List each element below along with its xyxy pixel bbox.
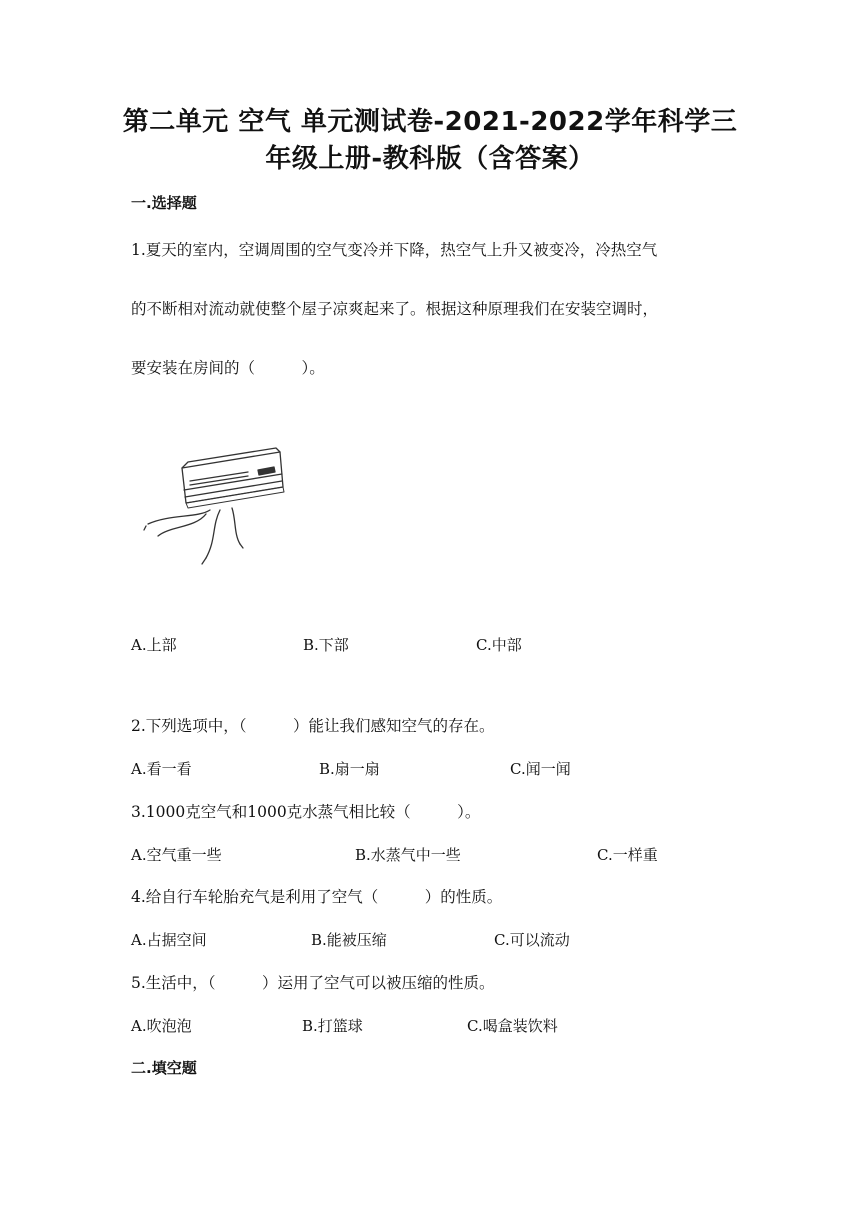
- question-1-line-2: 的不断相对流动就使整个屋子凉爽起来了。根据这种原理我们在安装空调时，: [131, 300, 659, 318]
- question-1-option-c: C.中部: [476, 636, 522, 654]
- question-4-option-a: A.占据空间: [131, 931, 207, 949]
- question-2-option-a: A.看一看: [131, 760, 192, 778]
- question-2-text: 2.下列选项中，（ ）能让我们感知空气的存在。: [131, 717, 495, 735]
- question-5-option-c: C.喝盒装饮料: [467, 1017, 558, 1035]
- question-3-text: 3.1000克空气和1000克水蒸气相比较（ ）。: [131, 803, 481, 821]
- exam-title-line-1: 第二单元 空气 单元测试卷-2021-2022学年科学三: [122, 107, 738, 137]
- question-3-option-c: C.一样重: [597, 846, 658, 864]
- question-2-option-c: C.闻一闻: [510, 760, 571, 778]
- section-heading-fill-blank: 二.填空题: [131, 1059, 197, 1077]
- question-1-line-3: 要安装在房间的（ ）。: [131, 359, 325, 377]
- question-1-option-b: B.下部: [303, 636, 349, 654]
- exam-title-line-2: 年级上册-教科版（含答案）: [265, 144, 595, 174]
- question-2-option-b: B.扇一扇: [319, 760, 380, 778]
- question-4-option-b: B.能被压缩: [311, 931, 387, 949]
- question-5-option-b: B.打篮球: [302, 1017, 363, 1035]
- section-heading-choice: 一.选择题: [131, 194, 197, 212]
- question-3-option-b: B.水蒸气中一些: [355, 846, 461, 864]
- question-1-line-1: 1.夏天的室内，空调周围的空气变冷并下降，热空气上升又被变冷，冷热空气: [131, 241, 658, 259]
- air-conditioner-sketch-icon: [140, 440, 300, 575]
- question-4-option-c: C.可以流动: [494, 931, 570, 949]
- question-3-option-a: A.空气重一些: [131, 846, 222, 864]
- question-5-option-a: A.吹泡泡: [131, 1017, 192, 1035]
- question-5-text: 5.生活中，（ ）运用了空气可以被压缩的性质。: [131, 974, 495, 992]
- question-1-option-a: A.上部: [131, 636, 177, 654]
- question-4-text: 4.给自行车轮胎充气是利用了空气（ ）的性质。: [131, 888, 503, 906]
